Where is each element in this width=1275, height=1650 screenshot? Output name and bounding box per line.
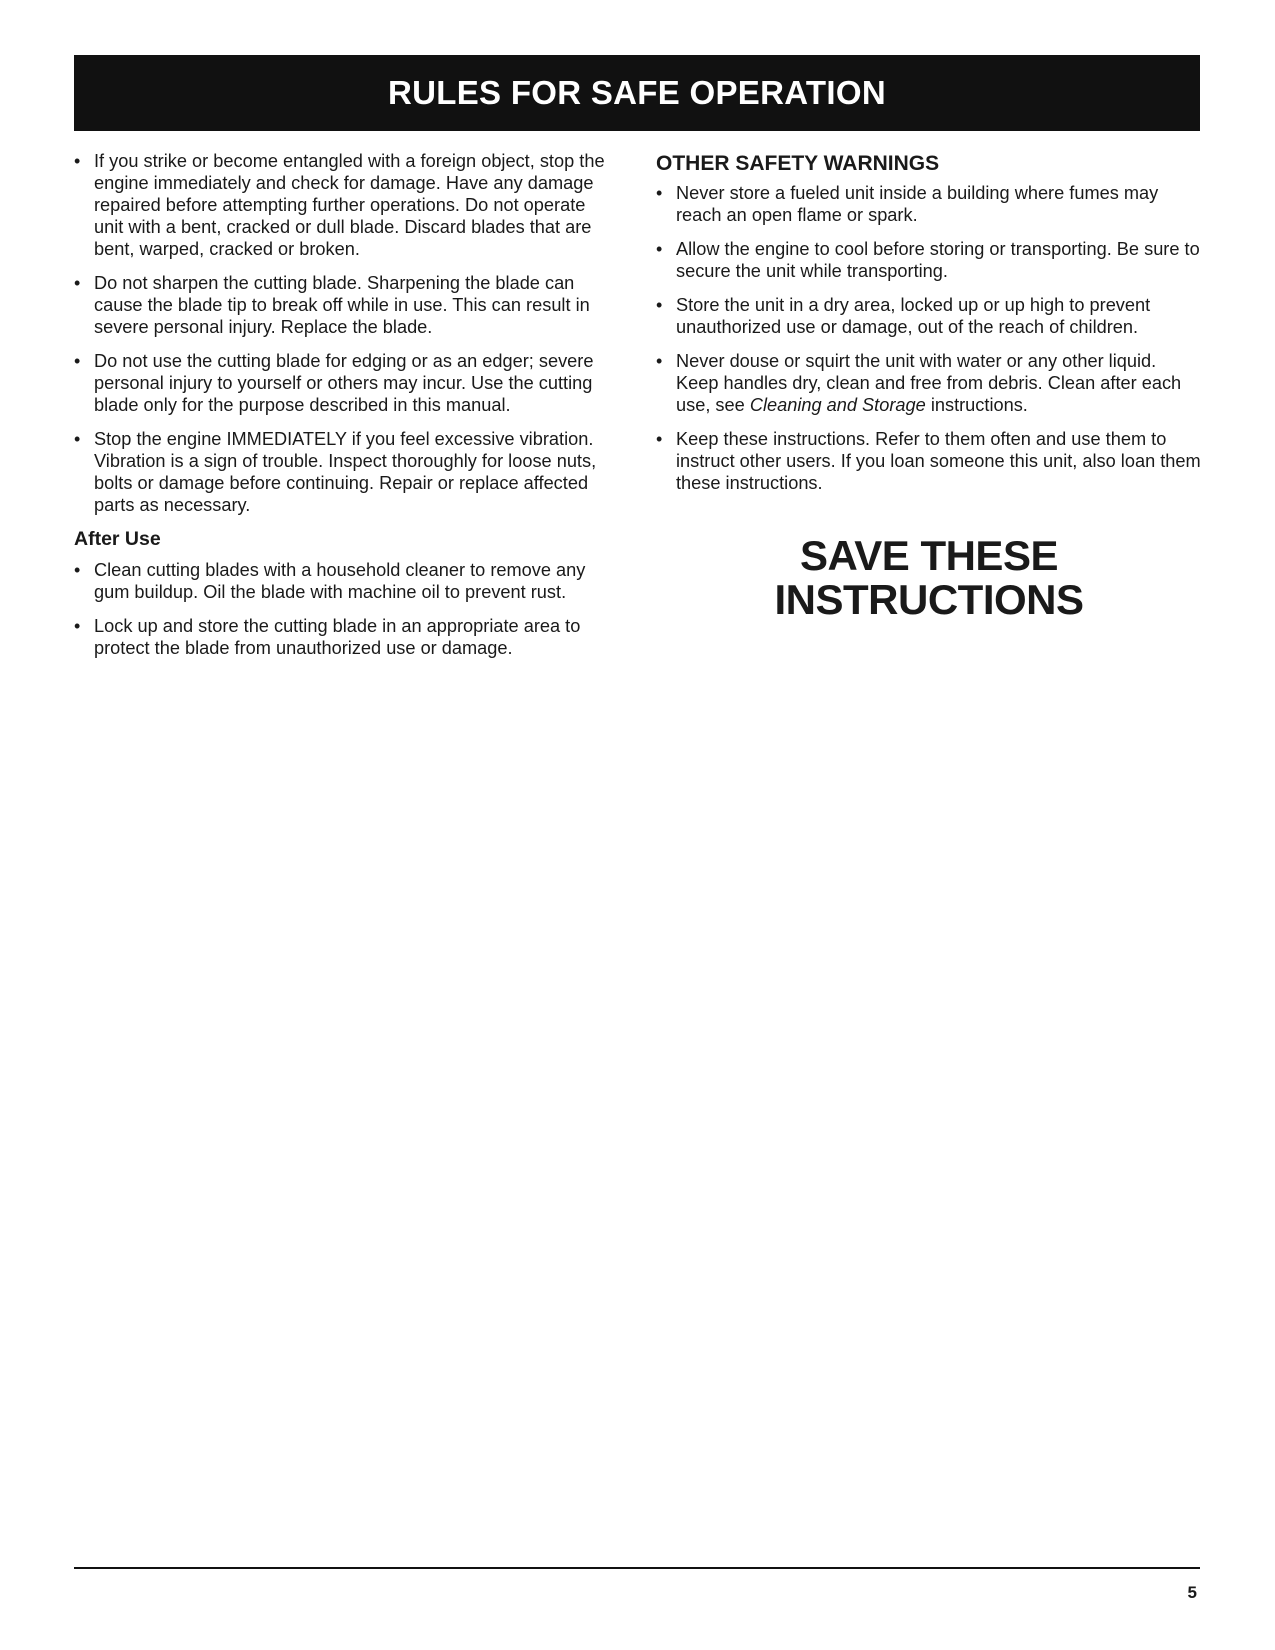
clean-text-after: instructions. (925, 395, 1028, 415)
safety-bullet-list (74, 150, 614, 516)
list-item: • If you strike or become entangled with a foreign object, stop the engine immediately and check for damage. Have any damage repaired before attempting further operations. Do not operate unit with a bent, cracked or dull blade. Discard blades that are bent, warped, cracked or broken. (74, 150, 614, 260)
banner-title: RULES FOR SAFE OPERATION (388, 74, 886, 111)
other-safety-warnings-heading: OTHER SAFETY WARNINGS (656, 152, 940, 175)
after-use-bullet-list (74, 559, 614, 659)
list-item: • Keep these instructions. Refer to them often and use them to instruct other users. If you loan someone this unit, also loan them these instructions. (656, 428, 1202, 494)
clean-text-before: Never douse or squirt the unit with water or any other liquid. Keep handles dry, clean and free from debris. Clean after each use, see (676, 351, 1182, 415)
list-item: • Allow the engine to cool before storing or transporting. Be sure to secure the unit while transporting. (656, 238, 1202, 282)
page-number: 5 (1187, 1583, 1197, 1602)
list-item: • Store the unit in a dry area, locked up or up high to prevent unauthorized use or damage, out of the reach of children. (656, 294, 1202, 338)
list-item: • Do not sharpen the cutting blade. Sharpening the blade can cause the blade tip to break off while in use. This can result in severe personal injury. Replace the blade. (74, 272, 614, 338)
other-warnings-bullet-list (656, 182, 1202, 494)
save-title-line-2: INSTRUCTIONS (774, 576, 1084, 623)
list-item: • Do not use the cutting blade for edging or as an edger; severe personal injury to yourself or others may incur. Use the cutting blade only for the purpose described in this manual. (74, 350, 614, 416)
save-instructions-title (656, 534, 1202, 622)
save-title-line-1: SAVE THESE (800, 532, 1058, 579)
list-item: • Clean cutting blades with a household cleaner to remove any gum buildup. Oil the blade with machine oil to prevent rust. (74, 559, 614, 603)
list-item: • Lock up and store the cutting blade in an appropriate area to protect the blade from unauthorized use or damage. (74, 615, 614, 659)
footer-divider (74, 1567, 1200, 1569)
list-item: • Never store a fueled unit inside a building where fumes may reach an open flame or spark. (656, 182, 1202, 226)
list-item (656, 350, 1202, 416)
right-column (656, 150, 1202, 622)
left-column (74, 150, 614, 671)
list-item: • Stop the engine IMMEDIATELY if you feel excessive vibration. Vibration is a sign of trouble. Inspect thoroughly for loose nuts, bolts or damage before continuing. Repair or replace affected parts as necessary. (74, 428, 614, 516)
after-use-heading: After Use (74, 528, 161, 550)
section-banner (74, 55, 1200, 131)
cleaning-storage-reference: Cleaning and Storage (749, 395, 926, 415)
